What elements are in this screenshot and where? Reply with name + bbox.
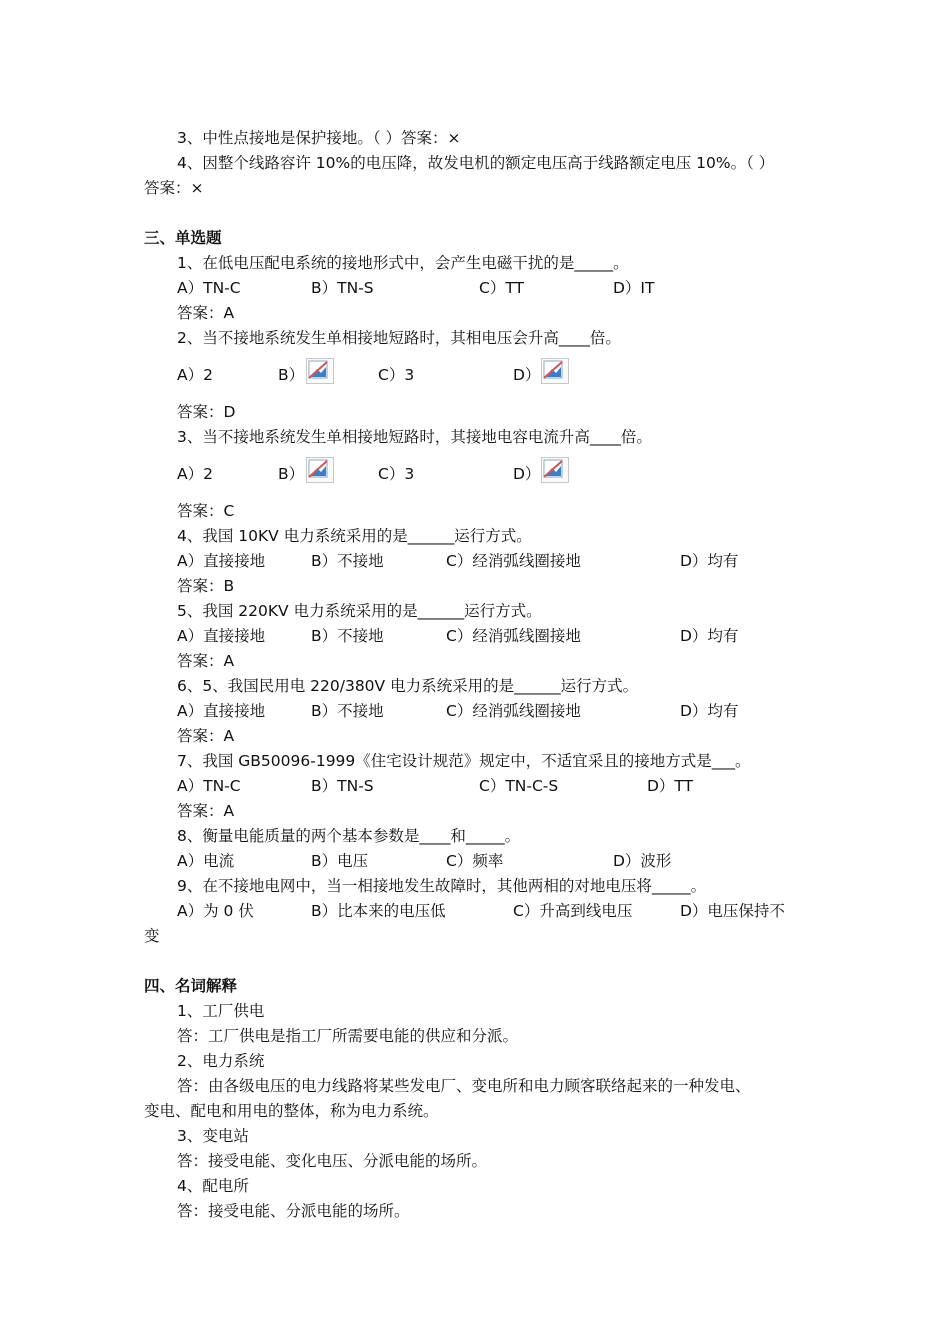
term-title: 1、工厂供电: [177, 1002, 265, 1020]
broken-image-icon: [306, 457, 334, 483]
term-answer-wrap: 变电、配电和用电的整体，称为电力系统。: [144, 1102, 439, 1120]
option-c: C）TN-C-S: [479, 777, 559, 795]
option-c: C）经消弧线圈接地: [446, 627, 581, 645]
option-d: D）IT: [613, 279, 655, 297]
option-a: A）直接接地: [177, 552, 266, 570]
question-text: 5、我国 220KV 电力系统采用的是______运行方式。: [177, 602, 542, 620]
question-text: 4、我国 10KV 电力系统采用的是______运行方式。: [177, 527, 532, 545]
tf-question-4: 4、因整个线路容许 10%的电压降，故发电机的额定电压高于线路额定电压 10%。（ ）: [177, 154, 775, 172]
option-a: A）TN-C: [177, 279, 241, 297]
section-heading-single-choice: 三、单选题: [144, 229, 222, 247]
option-d: D）均有: [680, 552, 739, 570]
option-d: D）均有: [680, 702, 739, 720]
term-answer: 答：由各级电压的电力线路将某些发电厂、变电所和电力顾客联络起来的一种发电、: [177, 1077, 751, 1095]
option-c: C）TT: [479, 279, 524, 297]
question-text: 2、当不接地系统发生单相接地短路时，其相电压会升高____倍。: [177, 329, 621, 347]
option-b: B）不接地: [311, 552, 384, 570]
option-c: C）频率: [446, 852, 504, 870]
option-b: B）比本来的电压低: [311, 902, 446, 920]
question-text: 7、我国 GB50096-1999《住宅设计规范》规定中，不适宜采且的接地方式是___。: [177, 752, 751, 770]
option-d: D）: [513, 465, 541, 483]
option-a: A）TN-C: [177, 777, 241, 795]
option-b: B）: [278, 465, 305, 483]
term-title: 3、变电站: [177, 1127, 249, 1145]
tf-answer-4: 答案：×: [144, 179, 204, 197]
option-d: D）电压保持不: [680, 902, 785, 920]
broken-image-icon: [541, 358, 569, 384]
broken-image-icon: [306, 358, 334, 384]
answer-text: 答案：A: [177, 727, 235, 745]
answer-text: 答案：D: [177, 403, 236, 421]
term-answer: 答：工厂供电是指工厂所需要电能的供应和分派。: [177, 1027, 519, 1045]
option-b: B）电压: [311, 852, 369, 870]
option-d: D）均有: [680, 627, 739, 645]
option-a: A）为 0 伏: [177, 902, 254, 920]
option-d: D）TT: [647, 777, 694, 795]
question-text: 8、衡量电能质量的两个基本参数是____和_____。: [177, 827, 521, 845]
question-text: 1、在低电压配电系统的接地形式中，会产生电磁干扰的是_____。: [177, 254, 629, 272]
option-c: C）经消弧线圈接地: [446, 552, 581, 570]
option-d: D）波形: [613, 852, 672, 870]
option-c: C）升高到线电压: [513, 902, 633, 920]
question-text: 9、在不接地电网中，当一相接地发生故障时，其他两相的对地电压将_____。: [177, 877, 707, 895]
option-d-wrap: 变: [144, 927, 160, 945]
section-heading-terms: 四、名词解释: [144, 977, 238, 995]
question-text: 3、当不接地系统发生单相接地短路时，其接地电容电流升高____倍。: [177, 428, 652, 446]
option-a: A）直接接地: [177, 702, 266, 720]
answer-text: 答案：B: [177, 577, 235, 595]
term-title: 2、电力系统: [177, 1052, 265, 1070]
option-b: B）不接地: [311, 702, 384, 720]
option-a: A）电流: [177, 852, 235, 870]
option-a: A）2: [177, 465, 213, 483]
option-d: D）: [513, 366, 541, 384]
answer-text: 答案：A: [177, 652, 235, 670]
option-c: C）3: [378, 465, 415, 483]
tf-question-3: 3、中性点接地是保护接地。（ ）答案：×: [177, 129, 461, 147]
option-b: B）TN-S: [311, 279, 374, 297]
broken-image-icon: [541, 457, 569, 483]
option-c: C）经消弧线圈接地: [446, 702, 581, 720]
term-title: 4、配电所: [177, 1177, 249, 1195]
term-answer: 答：接受电能、分派电能的场所。: [177, 1202, 410, 1220]
option-a: A）直接接地: [177, 627, 266, 645]
answer-text: 答案：C: [177, 502, 235, 520]
option-c: C）3: [378, 366, 415, 384]
option-a: A）2: [177, 366, 213, 384]
answer-text: 答案：A: [177, 802, 235, 820]
question-text: 6、5、我国民用电 220/380V 电力系统采用的是______运行方式。: [177, 677, 639, 695]
option-b: B）: [278, 366, 305, 384]
answer-text: 答案：A: [177, 304, 235, 322]
term-answer: 答：接受电能、变化电压、分派电能的场所。: [177, 1152, 488, 1170]
option-b: B）不接地: [311, 627, 384, 645]
option-b: B）TN-S: [311, 777, 374, 795]
